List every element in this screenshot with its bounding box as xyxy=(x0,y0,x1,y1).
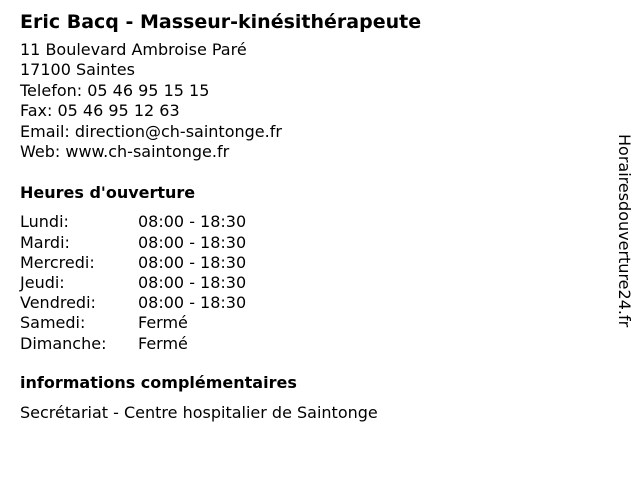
hours-time: 08:00 - 18:30 xyxy=(138,232,247,252)
hours-day: Samedi: xyxy=(20,313,86,333)
hours-time: Fermé xyxy=(138,313,188,333)
address-street: 11 Boulevard Ambroise Paré xyxy=(20,40,247,59)
hours-row-saturday xyxy=(20,313,600,333)
hours-row-monday xyxy=(20,212,600,232)
hours-time: Fermé xyxy=(138,333,188,353)
address-city: 17100 Saintes xyxy=(20,60,135,80)
hours-day: Mercredi: xyxy=(20,252,95,272)
website: Web: www.ch-saintonge.fr xyxy=(20,142,230,162)
additional-info-heading: informations complémentaires xyxy=(20,372,297,392)
additional-info-text: Secrétariat - Centre hospitalier de Saintonge xyxy=(20,402,378,422)
business-title: Eric Bacq - Masseur-kinésithérapeute xyxy=(20,11,422,33)
hours-day: Lundi: xyxy=(20,212,69,232)
hours-row-tuesday xyxy=(20,233,600,253)
email-address: Email: direction@ch-saintonge.fr xyxy=(20,121,282,141)
hours-time: 08:00 - 18:30 xyxy=(138,252,247,272)
hours-day: Mardi: xyxy=(20,232,70,252)
hours-row-wednesday xyxy=(20,253,600,273)
hours-time: 08:00 - 18:30 xyxy=(138,293,247,313)
business-card xyxy=(20,8,600,424)
hours-time: 08:00 - 18:30 xyxy=(138,273,247,293)
fax-number: Fax: 05 46 95 12 63 xyxy=(20,101,180,121)
hours-day: Dimanche: xyxy=(20,333,107,353)
hours-row-sunday xyxy=(20,334,600,354)
opening-hours-heading: Heures d'ouverture xyxy=(20,183,196,203)
opening-hours-list xyxy=(20,212,600,353)
hours-row-thursday xyxy=(20,273,600,293)
phone-number: Telefon: 05 46 95 15 15 xyxy=(20,80,210,100)
hours-time: 08:00 - 18:30 xyxy=(138,212,247,232)
hours-row-friday xyxy=(20,293,600,313)
site-watermark-label: Horairesdouverture24.fr xyxy=(615,134,634,328)
hours-day: Jeudi: xyxy=(20,273,65,293)
hours-day: Vendredi: xyxy=(20,293,96,313)
